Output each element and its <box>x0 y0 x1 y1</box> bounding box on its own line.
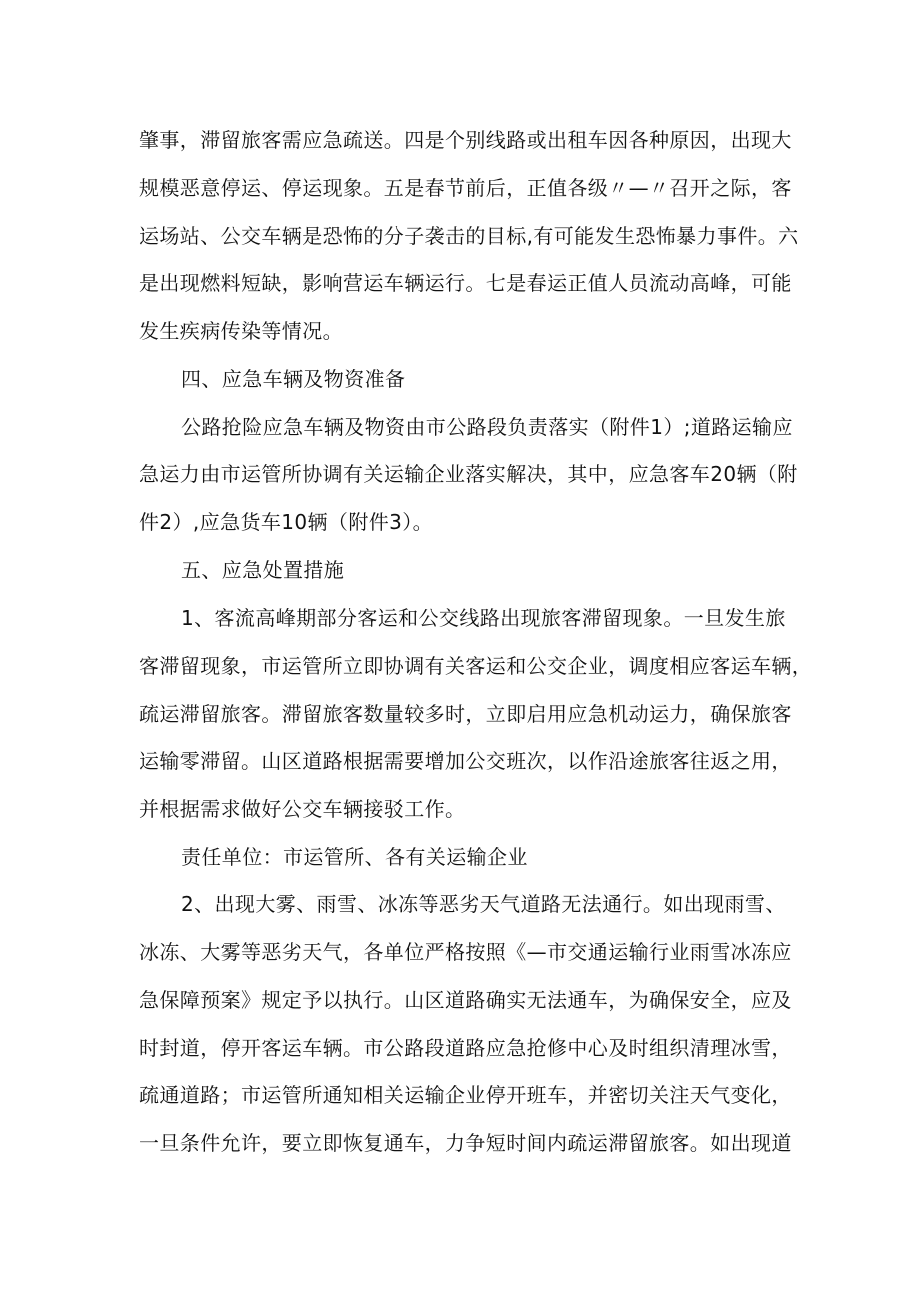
text-line: 疏运滞留旅客。滞留旅客数量较多时，立即启用应急机动运力，确保旅客 <box>139 702 792 726</box>
text-line: 冰冻、大雾等恶劣天气，各单位严格按照《—市交通运输行业雨雪冰冻应 <box>139 940 792 964</box>
section-heading: 五、应急处置措施 <box>181 558 345 582</box>
text-line: 肇事，滞留旅客需应急疏送。四是个别线路或出租车因各种原因，出现大 <box>139 128 792 152</box>
text-line: 是出现燃料短缺，影响营运车辆运行。七是春运正值人员流动高峰，可能 <box>139 271 792 295</box>
text-line: 2、出现大雾、雨雪、冰冻等恶劣天气道路无法通行。如出现雨雪、 <box>181 892 786 916</box>
text-line: 件2）,应急货车10辆（附件3）。 <box>139 510 434 534</box>
text-line: 规模恶意停运、停运现象。五是春节前后，正值各级〃—〃召开之际，客 <box>139 176 792 200</box>
text-line: 急保障预案》规定予以执行。山区道路确实无法通车，为确保安全，应及 <box>139 988 792 1012</box>
text-line: 客滞留现象，市运管所立即协调有关客运和公交企业，调度相应客运车辆， <box>139 654 813 678</box>
text-line: 一旦条件允许，要立即恢复通车，力争短时间内疏运滞留旅客。如出现道 <box>139 1131 792 1155</box>
section-heading: 四、应急车辆及物资准备 <box>181 367 406 391</box>
text-line: 并根据需求做好公交车辆接驳工作。 <box>139 797 466 821</box>
text-line: 发生疾病传染等情况。 <box>139 319 343 343</box>
text-line: 时封道，停开客运车辆。市公路段道路应急抢修中心及时组织清理冰雪， <box>139 1036 792 1060</box>
text-line: 疏通道路；市运管所通知相关运输企业停开班车，并密切关注天气变化， <box>139 1083 792 1107</box>
responsibility-line: 责任单位：市运管所、各有关运输企业 <box>181 845 528 869</box>
text-line: 公路抢险应急车辆及物资由市公路段负责落实（附件1）;道路运输应 <box>181 415 793 439</box>
text-line: 运场站、公交车辆是恐怖的分子袭击的目标,有可能发生恐怖暴力事件。六 <box>139 224 799 248</box>
text-line: 急运力由市运管所协调有关运输企业落实解决，其中，应急客车20辆（附 <box>139 462 798 486</box>
text-line: 1、客流高峰期部分客运和公交线路出现旅客滞留现象。一旦发生旅 <box>181 606 786 630</box>
text-line: 运输零滞留。山区道路根据需要增加公交班次，以作沿途旅客往返之用， <box>139 749 792 773</box>
